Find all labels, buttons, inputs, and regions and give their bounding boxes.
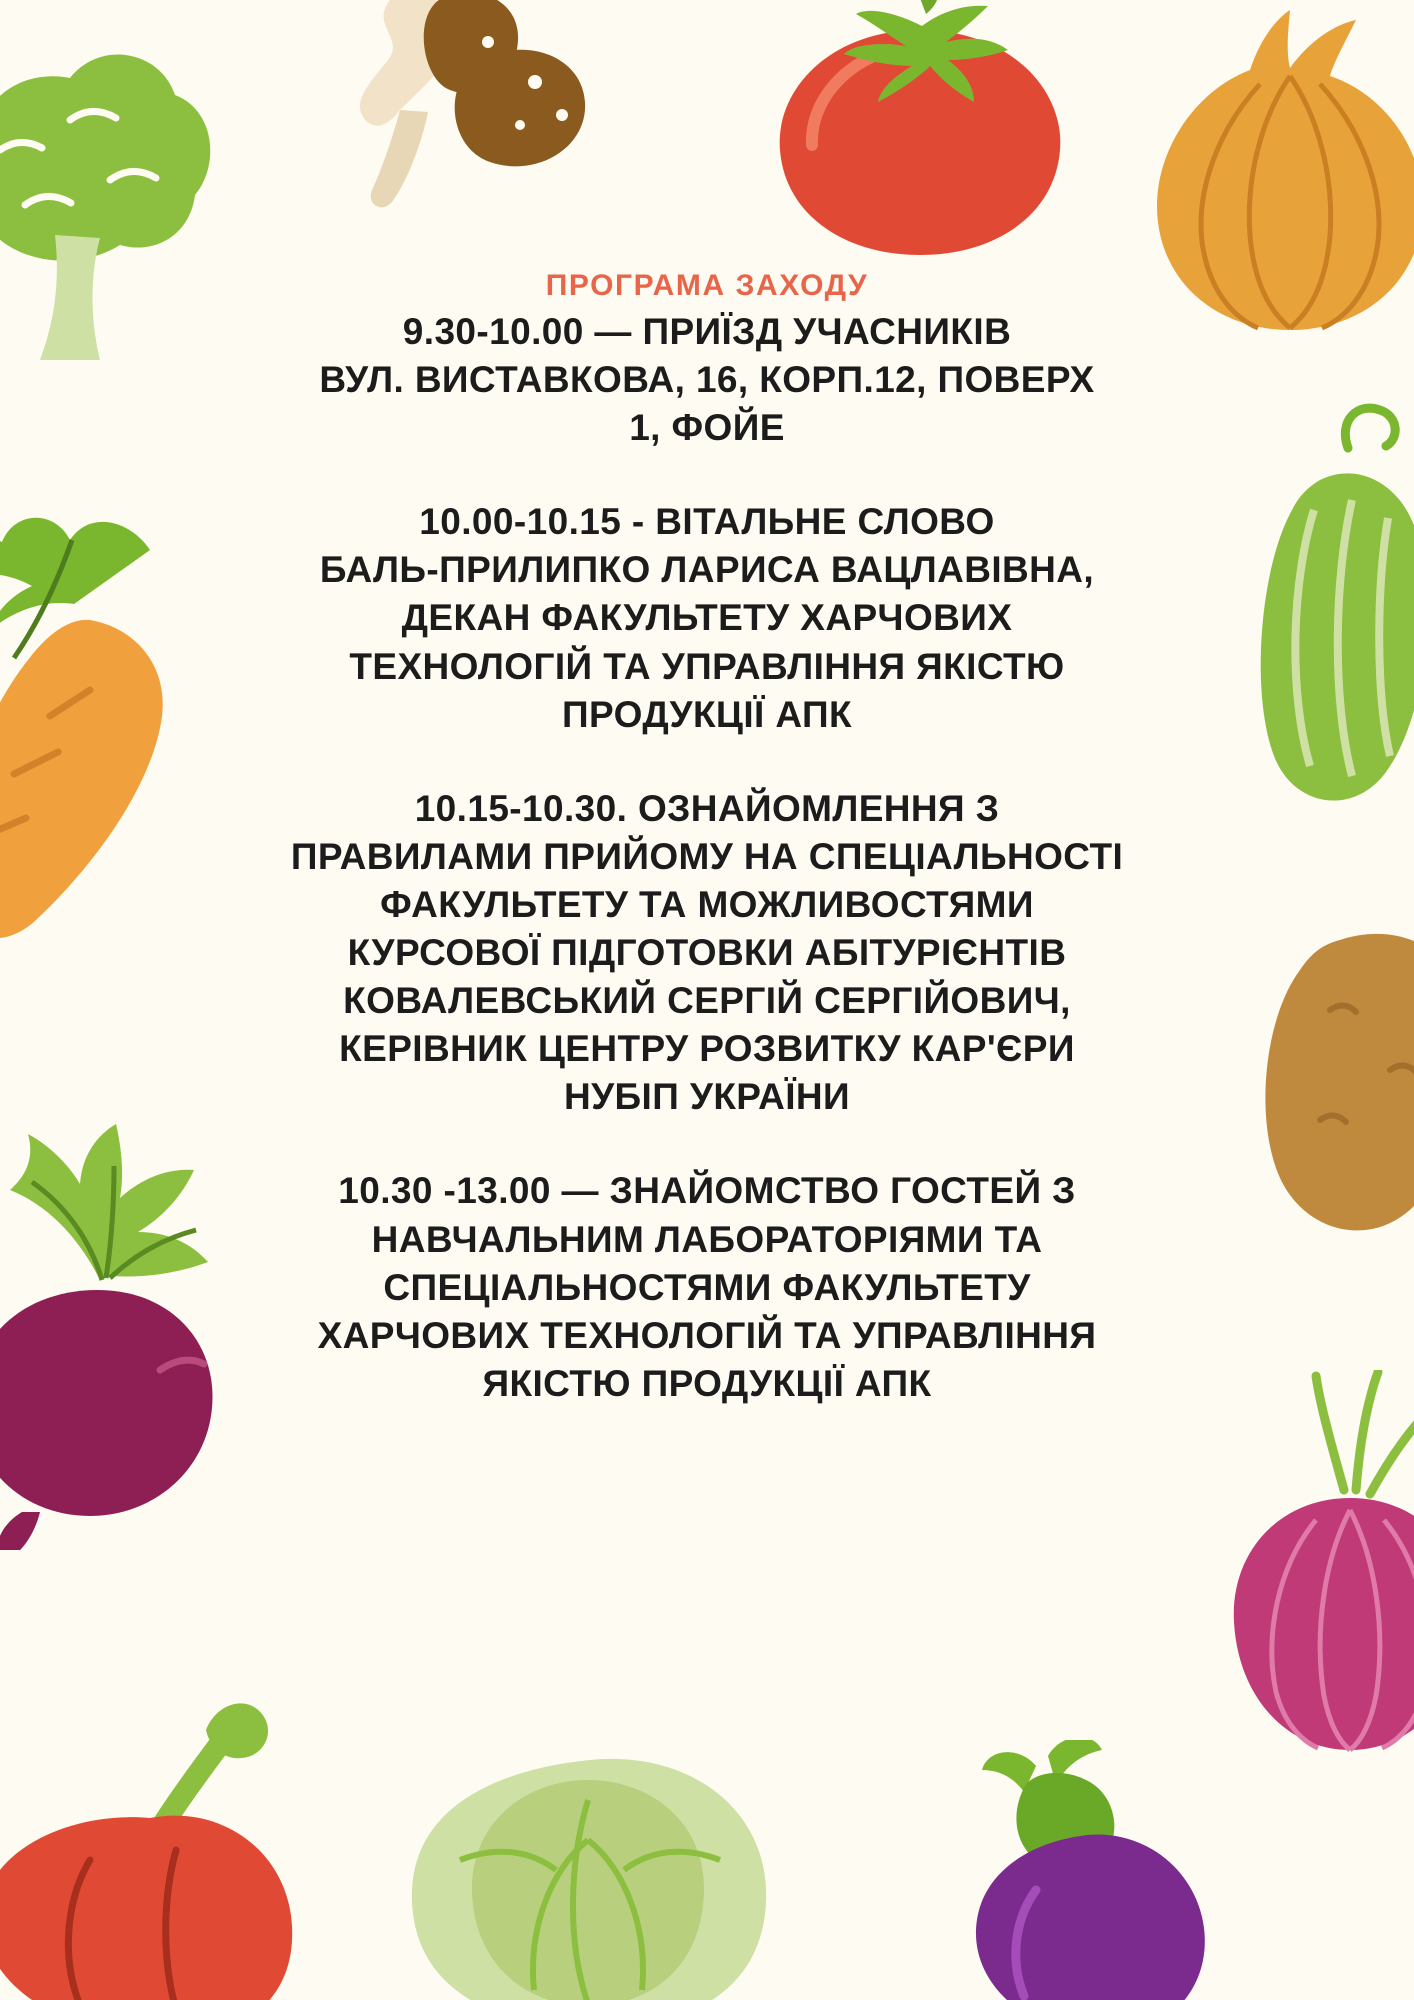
beetroot-illustration: [0, 1120, 250, 1550]
welcome-line-2: БАЛЬ-ПРИЛИПКО ЛАРИСА ВАЦЛАВІВНА,: [319, 549, 1095, 591]
admission-line-3: ФАКУЛЬТЕТУ ТА МОЖЛИВОСТЯМИ: [380, 883, 1034, 925]
arrival-line-3: 1, ФОЙЕ: [629, 407, 785, 449]
admission-line-2: ПРАВИЛАМИ ПРИЙОМУ НА СПЕЦІАЛЬНОСТІ: [290, 835, 1124, 877]
welcome-line-1: 10.00-10.15 - ВІТАЛЬНЕ СЛОВО: [419, 501, 995, 543]
potato-illustration: [1250, 920, 1414, 1240]
admission-line-4: КУРСОВОЇ ПІДГОТОВКИ АБІТУРІЄНТІВ: [347, 932, 1067, 974]
labs-line-4: ХАРЧОВИХ ТЕХНОЛОГІЙ ТА УПРАВЛІННЯ: [317, 1314, 1097, 1356]
eggplant-illustration: [940, 1740, 1240, 2000]
labs-line-5: ЯКІСТЮ ПРОДУКЦІЇ АПК: [482, 1362, 932, 1404]
mushrooms-illustration: [330, 0, 640, 220]
welcome-line-3: ДЕКАН ФАКУЛЬТЕТУ ХАРЧОВИХ: [401, 597, 1013, 639]
cabbage-illustration: [400, 1740, 780, 2000]
admission-line-5: КОВАЛЕВСЬКИЙ СЕРГІЙ СЕРГІЙОВИЧ,: [343, 980, 1071, 1022]
admission-rules-block: [267, 785, 1147, 1122]
program-title: ПРОГРАМА ЗАХОДУ: [545, 269, 869, 302]
tomato-illustration: [770, 0, 1070, 260]
carrot-illustration: [0, 500, 230, 950]
bell-pepper-illustration: [0, 1700, 320, 2000]
welcome-line-5: ПРОДУКЦІЇ АПК: [562, 693, 852, 735]
welcome-line-4: ТЕХНОЛОГІЙ ТА УПРАВЛІННЯ ЯКІСТЮ: [349, 645, 1065, 687]
admission-line-7: НУБІП УКРАЇНИ: [564, 1076, 850, 1118]
red-onion-illustration: [1220, 1370, 1414, 1770]
arrival-line-2: ВУЛ. ВИСТАВКОВА, 16, КОРП.12, ПОВЕРХ: [319, 359, 1095, 401]
welcome-block: [267, 498, 1147, 738]
admission-line-6: КЕРІВНИК ЦЕНТРУ РОЗВИТКУ КАР'ЄРИ: [339, 1028, 1075, 1070]
program-header-block: [267, 268, 1147, 452]
labs-line-2: НАВЧАЛЬНИМ ЛАБОРАТОРІЯМИ ТА: [371, 1218, 1043, 1260]
labs-line-3: СПЕЦІАЛЬНОСТЯМИ ФАКУЛЬТЕТУ: [383, 1266, 1031, 1308]
program-content: [267, 268, 1147, 1408]
labs-tour-block: [267, 1167, 1147, 1407]
cucumber-illustration: [1230, 400, 1414, 820]
labs-line-1: 10.30 -13.00 — ЗНАЙОМСТВО ГОСТЕЙ З: [338, 1170, 1076, 1212]
admission-line-1: 10.15-10.30. ОЗНАЙОМЛЕННЯ З: [414, 787, 1000, 829]
broccoli-illustration: [0, 20, 220, 360]
arrival-line-1: 9.30-10.00 — ПРИЇЗД УЧАСНИКІВ: [402, 311, 1012, 352]
onion-illustration: [1130, 10, 1414, 340]
